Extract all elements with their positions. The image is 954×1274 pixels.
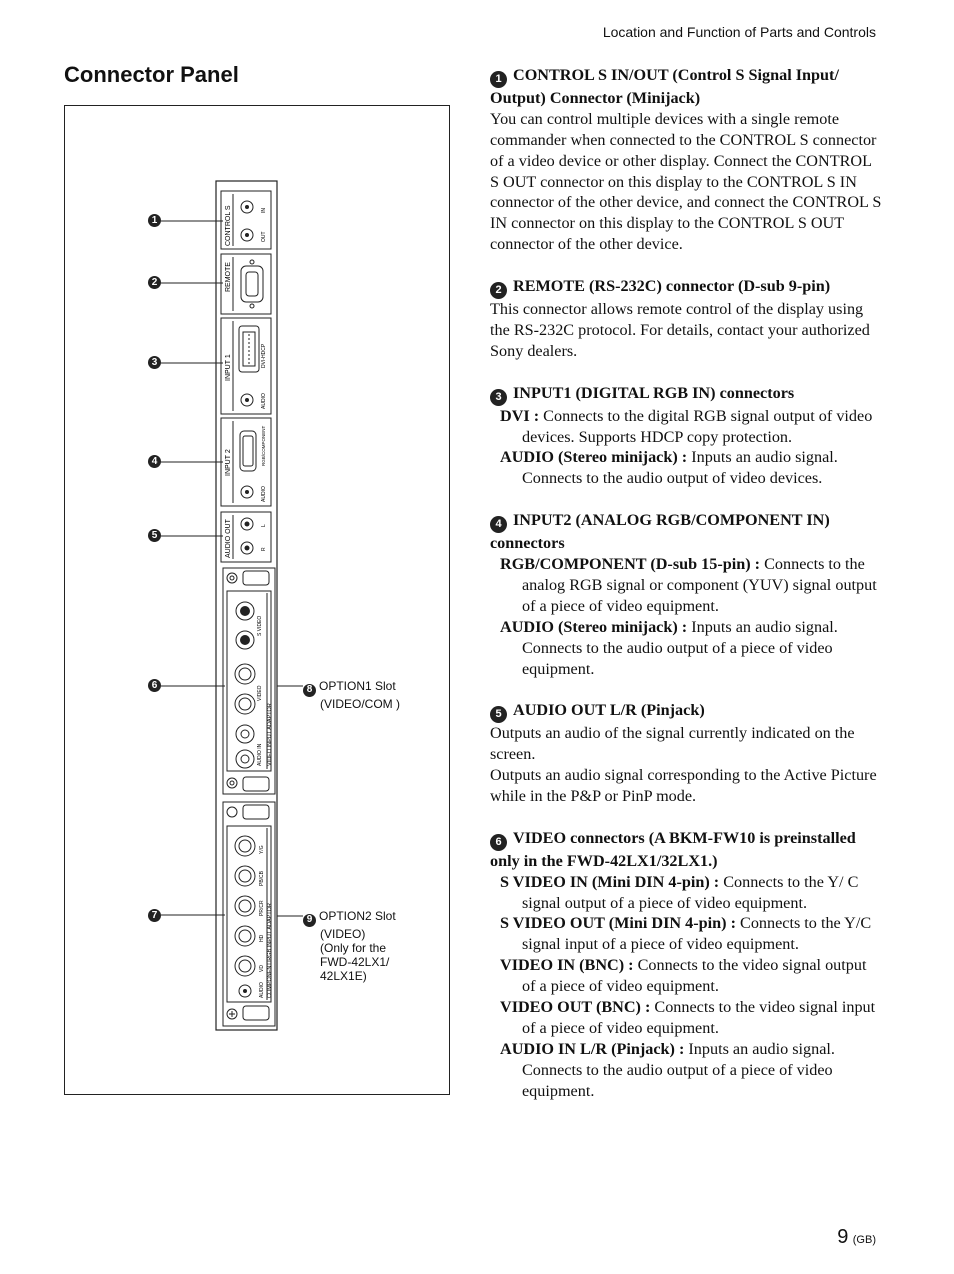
connector-panel-figure (64, 105, 450, 1095)
option1-line2: (VIDEO/COM ) (320, 696, 400, 711)
definition-text: Inputs an audio signal. Connects to the audio output of video devices. (522, 448, 838, 488)
section-control-s (490, 65, 882, 255)
definition-item (490, 1039, 882, 1102)
definition-item (490, 447, 882, 489)
section-number-badge: 6 (490, 834, 507, 851)
audio-in-label: AUDIO IN (257, 743, 263, 766)
option2-line4: FWD-42LX1/ (320, 954, 390, 969)
section-heading (490, 65, 882, 109)
option1-slot-label (303, 679, 400, 711)
vd-label: VD (259, 965, 265, 972)
section-heading (490, 510, 882, 554)
definition-term: VIDEO IN (BNC) : (500, 956, 634, 975)
section-heading (490, 828, 882, 872)
definition-text: Connects to the analog RGB signal or component (YUV) signal output of a piece of video equipment. (522, 554, 877, 615)
section-heading-text: VIDEO connectors (A BKM-FW10 is preinstalled only in the FWD-42LX1/32LX1.) (490, 828, 856, 870)
callout-6: 6 (148, 679, 161, 692)
definition-item (490, 872, 882, 914)
definition-term: RGB/COMPONENT (D-sub 15-pin) : (500, 554, 761, 573)
section-body: You can control multiple devices with a single remote commander when connected to the CONTROL S connector of a video device or other display. Connect the CONTROL S OUT connector on this display to the CONTROL S IN connector of the other device, and connect the CONTROL S IN connector on this display to the CONTROL S OUT connector of the other device. (490, 109, 882, 254)
input1-label: INPUT 1 (225, 354, 232, 381)
section-number-badge: 5 (490, 706, 507, 723)
control-s-out-label: OUT (261, 231, 267, 242)
page-lang: (GB) (852, 1234, 876, 1246)
audio-out-l-label: L (261, 524, 267, 527)
dvi-hdcp-label: DVI-HDCP (261, 343, 267, 368)
definition-term: AUDIO IN L/R (Pinjack) : (500, 1039, 685, 1058)
section-heading-text: INPUT1 (DIGITAL RGB IN) connectors (513, 383, 795, 402)
definition-item (490, 406, 882, 448)
definition-text: Inputs an audio signal. Connects to the audio output of a piece of video equipment. (522, 1039, 835, 1100)
callout-1: 1 (148, 214, 161, 227)
definition-term: S VIDEO OUT (Mini DIN 4-pin) : (500, 914, 736, 933)
callout-3: 3 (148, 356, 161, 369)
section-heading (490, 383, 882, 406)
section-body: This connector allows remote control of the display using the RS-232C protocol. For details, contact your authorized Sony dealers. (490, 300, 870, 360)
definition-item (490, 617, 882, 680)
option2-line5: 42LX1E) (320, 968, 367, 983)
input1-audio-label: AUDIO (261, 393, 267, 409)
section-heading (490, 700, 882, 723)
section-number-badge: 2 (490, 282, 507, 299)
running-header: Location and Function of Parts and Controls (602, 24, 876, 40)
definition-text: Inputs an audio signal. Connects to the audio output of a piece of video equipment. (522, 617, 838, 678)
callout-4: 4 (148, 455, 161, 468)
section-number-badge: 1 (490, 71, 507, 88)
callout-8: 8 (303, 684, 316, 697)
callout-7: 7 (148, 909, 161, 922)
option2-audio-label: AUDIO (259, 982, 265, 998)
pbcb-label: PB/CB (259, 870, 265, 886)
definition-item (490, 997, 882, 1039)
section-heading-text: INPUT2 (ANALOG RGB/COMPONENT IN) connectors (490, 511, 830, 553)
definition-text: Connects to the digital RGB signal output of video devices. Supports HDCP copy protection. (522, 406, 873, 446)
rgb-component-label: RGB/COMPONENT (261, 425, 266, 466)
definition-term: AUDIO (Stereo minijack) : (500, 448, 688, 467)
definition-text: Connects to the video signal input of a piece of video equipment. (522, 998, 876, 1037)
page-number (837, 1226, 876, 1249)
definition-term: DVI : (500, 406, 540, 425)
option1-line1: OPTION1 Slot (319, 679, 396, 693)
option2-line1: OPTION2 Slot (319, 909, 396, 923)
definition-item (490, 554, 882, 617)
control-s-in-label: IN (261, 208, 267, 213)
remote-label: REMOTE (225, 262, 232, 292)
section-input2 (490, 510, 882, 679)
definition-text: Connects to the Y/ C signal output of a piece of video equipment. (522, 872, 859, 912)
option2-line3: (Only for the (320, 940, 387, 955)
control-s-label: CONTROL S (225, 205, 232, 246)
definition-text: Connects to the Y/C signal input of a piece of video equipment. (522, 914, 872, 954)
hd-label: HD (259, 934, 265, 942)
s-video-label: S VIDEO (257, 615, 263, 636)
section-number-badge: 4 (490, 516, 507, 533)
section-body: Outputs an audio signal corresponding to the Active Picture while in the P&P or PinP mode. (490, 766, 877, 805)
input2-label: INPUT 2 (225, 449, 232, 476)
callout-2: 2 (148, 276, 161, 289)
page-title: Connector Panel (64, 62, 239, 87)
video-label: VIDEO (257, 685, 263, 701)
option2-slot-label (303, 909, 396, 983)
audio-out-r-label: R (261, 547, 267, 551)
video-input-adaptor-label: VIDEO INPUT ADAPTOR (267, 703, 273, 766)
yg-label: Y/G (259, 845, 265, 854)
section-number-badge: 3 (490, 389, 507, 406)
section-audio-out (490, 700, 882, 807)
definition-term: VIDEO OUT (BNC) : (500, 998, 651, 1017)
option2-line2: (VIDEO) (320, 926, 366, 941)
section-heading-text: AUDIO OUT L/R (Pinjack) (513, 701, 705, 720)
prcr-label: PR/CR (259, 900, 265, 916)
description-column (490, 65, 882, 1123)
definition-text: Connects to the video signal output of a piece of video equipment. (522, 956, 867, 996)
component-rgb-input-adaptor-label: COMPONENT/RGB INPUT ADAPTOR (267, 903, 273, 998)
section-remote (490, 276, 882, 362)
section-video (490, 828, 882, 1102)
definition-term: AUDIO (Stereo minijack) : (500, 617, 688, 636)
page-number-value: 9 (837, 1226, 849, 1248)
definition-item (490, 913, 882, 955)
audio-out-label: AUDIO OUT (225, 519, 232, 558)
section-input1 (490, 383, 882, 490)
callout-5: 5 (148, 529, 161, 542)
section-heading (490, 276, 882, 299)
callout-9: 9 (303, 914, 316, 927)
definition-item (490, 955, 882, 997)
section-body: Outputs an audio of the signal currently indicated on the screen. (490, 724, 855, 764)
section-heading-text: REMOTE (RS-232C) connector (D-sub 9-pin) (513, 277, 831, 296)
input2-audio-label: AUDIO (261, 486, 267, 502)
section-heading-text: CONTROL S IN/OUT (Control S Signal Input/ Output) Connector (Minijack) (490, 66, 839, 107)
definition-term: S VIDEO IN (Mini DIN 4-pin) : (500, 872, 720, 891)
